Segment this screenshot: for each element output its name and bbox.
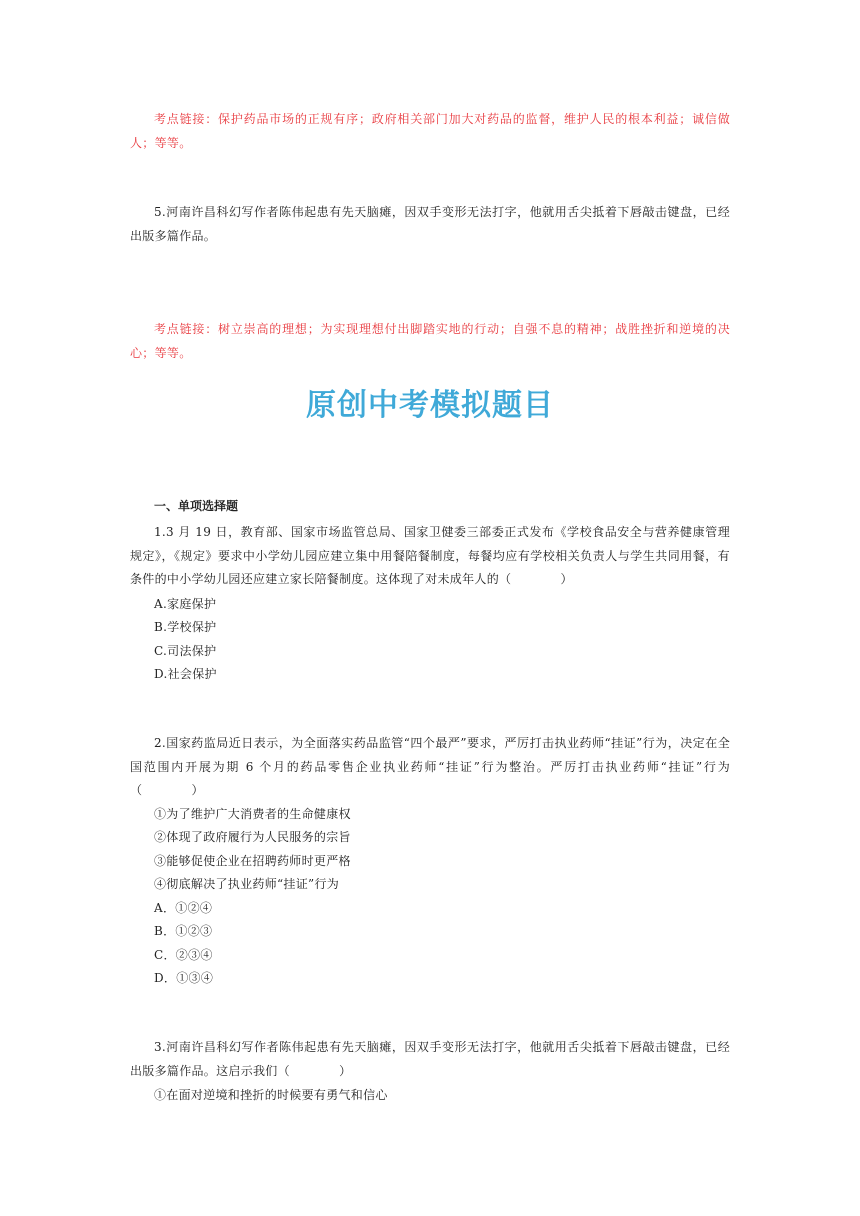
item-5-text: 5.河南许昌科幻写作者陈伟起患有先天脑瘫，因双手变形无法打字，他就用舌尖抵着下唇敲击键盘，已经出版多篇作品。 <box>130 205 730 243</box>
kaodian-link-1: 考点链接：保护药品市场的正规有序；政府相关部门加大对药品的监督，维护人民的根本利益；诚信做人；等等。 <box>130 112 730 150</box>
question-2-stem: 2.国家药监局近日表示，为全面落实药品监管“四个最严”要求，严厉打击执业药师“挂证”行为，决定在全国范围内开展为期 6 个月的药品零售企业执业药师“挂证”行为整治。严厉打击执业药师“挂证”行为（ ） <box>130 736 730 797</box>
question-2-option-d: D．①③④ <box>154 971 214 985</box>
question-1-option-d: D.社会保护 <box>154 667 217 681</box>
question-2-option-c: C．②③④ <box>154 948 213 962</box>
question-2-statement-3: ③能够促使企业在招聘药师时更严格 <box>154 854 351 868</box>
question-2-statement-1: ①为了维护广大消费者的生命健康权 <box>154 807 351 821</box>
question-1-option-c: C.司法保护 <box>154 644 217 658</box>
question-1-option-a: A.家庭保护 <box>154 597 217 611</box>
question-3-stem: 3.河南许昌科幻写作者陈伟起患有先天脑瘫，因双手变形无法打字，他就用舌尖抵着下唇敲击键盘，已经出版多篇作品。这启示我们（ ） <box>130 1040 730 1078</box>
question-2-statement-2: ②体现了政府履行为人民服务的宗旨 <box>154 830 351 844</box>
question-1-stem: 1.3 月 19 日，教育部、国家市场监管总局、国家卫健委三部委正式发布《学校食品安全与营养健康管理规定》，《规定》要求中小学幼儿园应建立集中用餐陪餐制度，每餐均应有学校相关负责人与学生共同用餐，有条件的中小学幼儿园还应建立家长陪餐制度。这体现了对未成年人的（ ） <box>130 525 730 586</box>
question-2-statement-4: ④彻底解决了执业药师“挂证”行为 <box>154 877 340 891</box>
section-heading: 一、单项选择题 <box>154 499 239 513</box>
question-2-option-a: A．①②④ <box>154 901 213 915</box>
kaodian-link-2: 考点链接：树立崇高的理想；为实现理想付出脚踏实地的行动；自强不息的精神；战胜挫折和逆境的决心；等等。 <box>130 322 730 360</box>
page-title: 原创中考模拟题目 <box>306 388 554 423</box>
question-1-option-b: B.学校保护 <box>154 620 217 634</box>
question-3-statement-1: ①在面对逆境和挫折的时候要有勇气和信心 <box>154 1088 388 1102</box>
question-2-option-b: B．①②③ <box>154 924 213 938</box>
